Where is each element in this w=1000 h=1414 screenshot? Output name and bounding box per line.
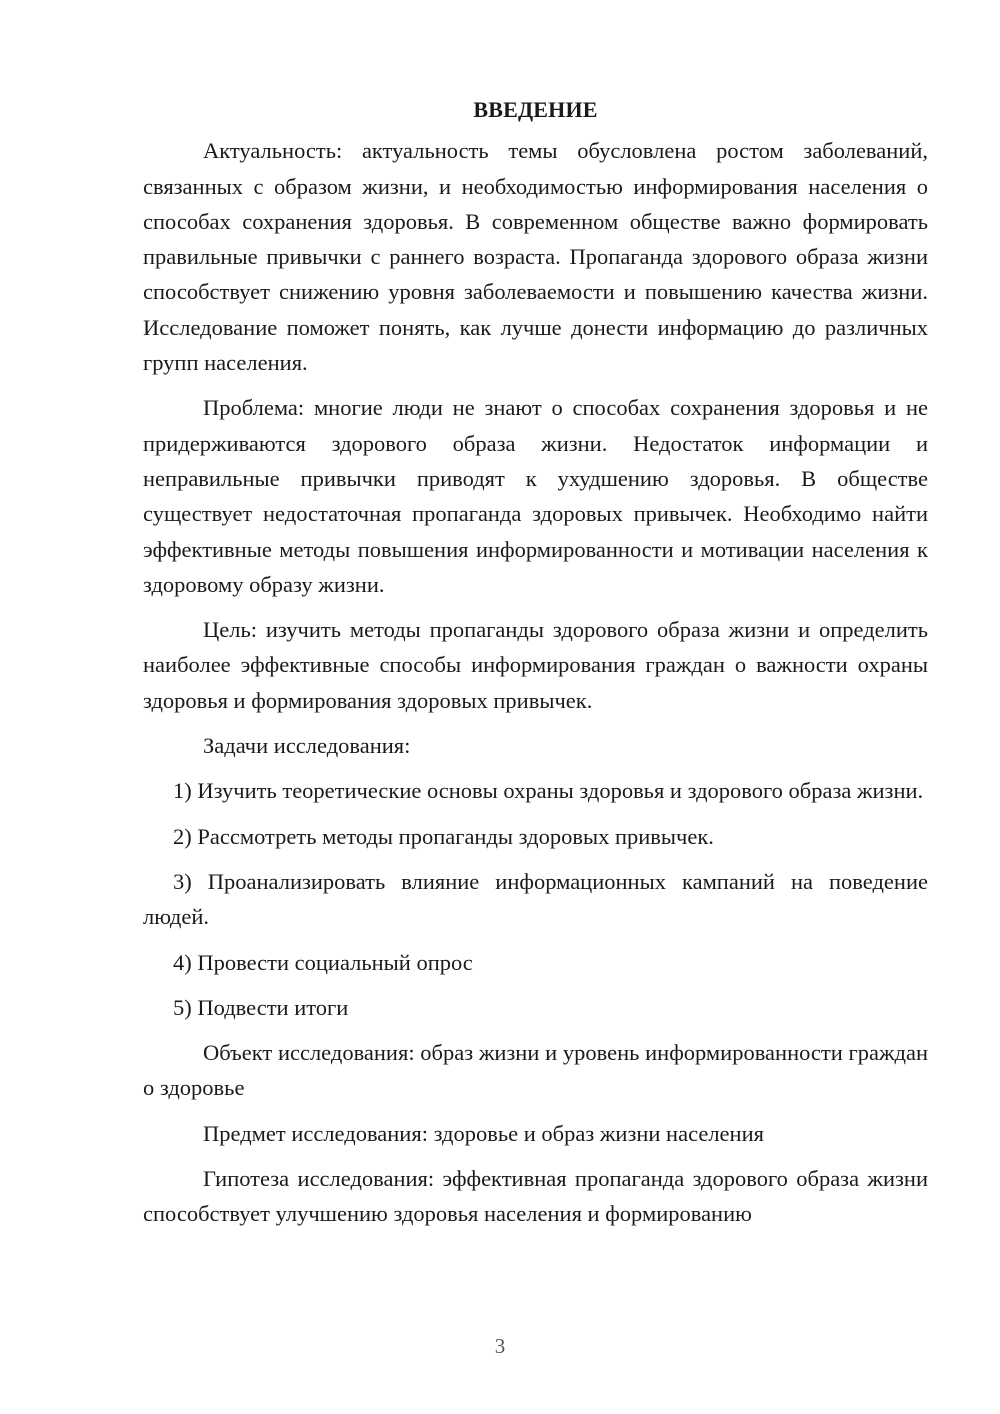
section-title: ВВЕДЕНИЕ (473, 97, 598, 122)
paragraph-hypothesis: Гипотеза исследования: эффективная пропаганда здорового образа жизни способствует улучшению здоровья населения и формированию (143, 1166, 928, 1227)
document-body (143, 92, 928, 1242)
paragraph-goal: Цель: изучить методы пропаганды здорового образа жизни и определить наиболее эффективные способы информирования граждан о важности охраны здоровья и формирования здоровых привычек. (143, 617, 928, 713)
paragraph-subject: Предмет исследования: здоровье и образ жизни населения (203, 1120, 764, 1146)
paragraph-problem: Проблема: многие люди не знают о способах сохранения здоровья и не придерживаются здорового образа жизни. Недостаток информации и неправильные привычки приводят к ухудшению здоровья. В обществе существует недостаточная пропаганда здоровых привычек. Необходимо найти эффективные методы повышения информированности и мотивации населения к здоровому образу жизни. (143, 395, 928, 597)
task-item-3: 3) Проанализировать влияние информационных кампаний на поведение людей. (143, 868, 928, 930)
task-item-2: 2) Рассмотреть методы пропаганды здоровых привычек. (173, 823, 714, 849)
paragraph-relevance: Актуальность: актуальность темы обусловлена ростом заболеваний, связанных с образом жизни, и необходимостью информирования населения о способах сохранения здоровья. В современном обществе важно формировать правильные привычки с раннего возраста. Пропаганда здорового образа жизни способствует снижению уровня заболеваемости и повышению качества жизни. Исследование поможет понять, как лучше донести информацию до различных групп населения. (143, 138, 928, 376)
task-item-5: 5) Подвести итоги (173, 994, 349, 1020)
task-item-1: 1) Изучить теоретические основы охраны здоровья и здорового образа жизни. (173, 778, 924, 804)
paragraph-tasks-heading: Задачи исследования: (203, 733, 411, 759)
paragraph-object: Объект исследования: образ жизни и уровень информированности граждан о здоровье (143, 1040, 928, 1101)
task-item-4: 4) Провести социальный опрос (173, 949, 473, 975)
page-number: 3 (494, 1334, 506, 1358)
